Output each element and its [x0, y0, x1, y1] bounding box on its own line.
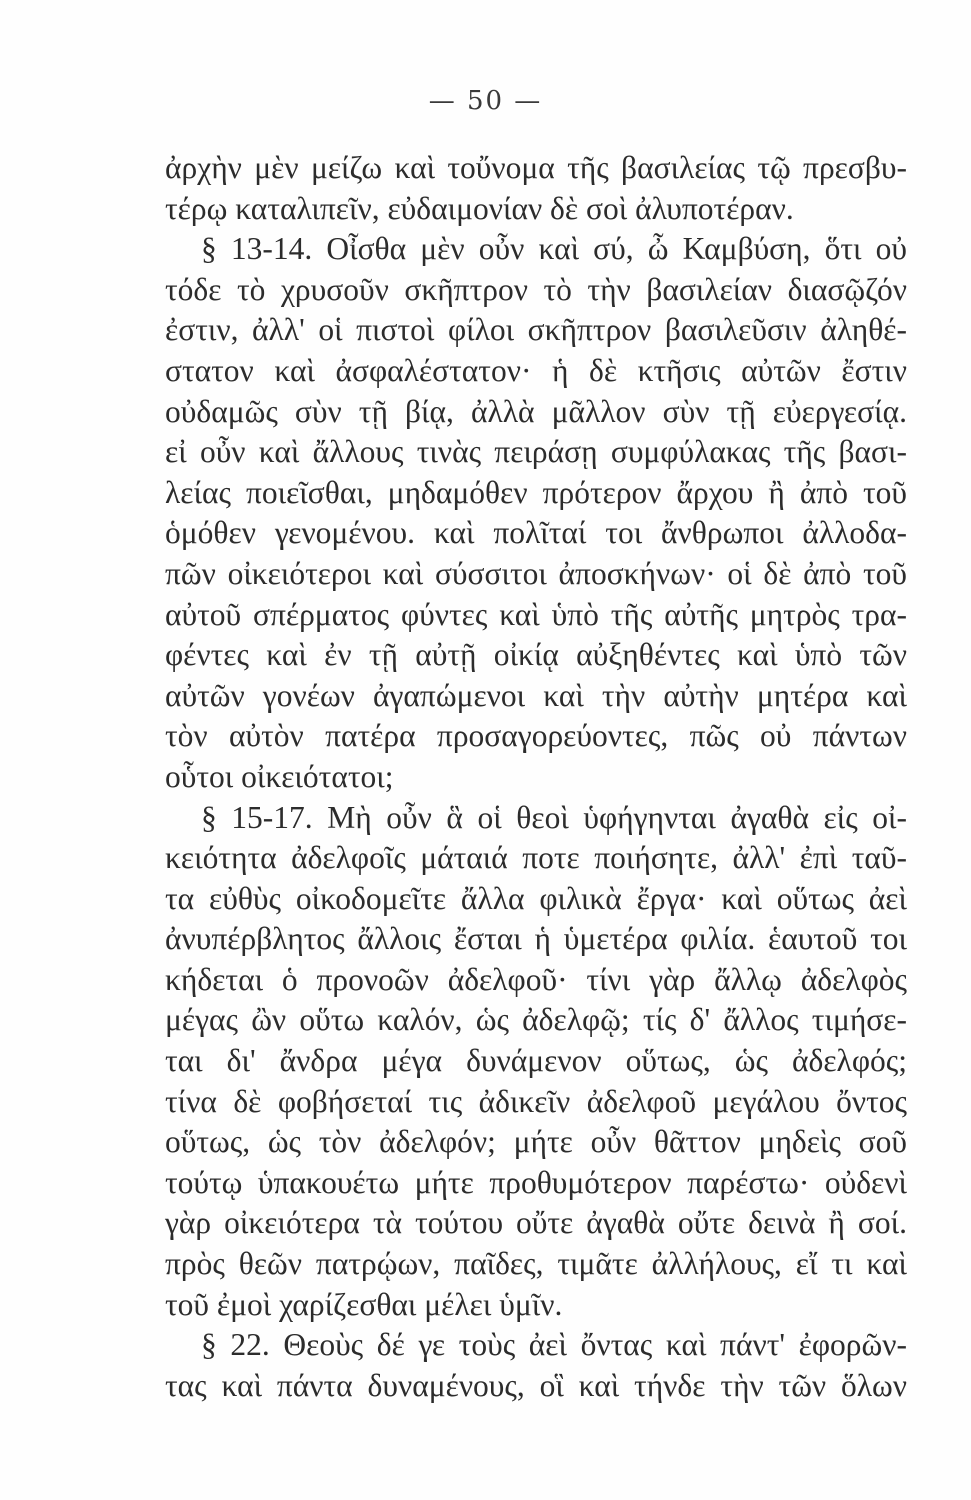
text-line: ἀνυπέρβλητος ἄλλοις ἔσται ἡ ὑμετέρα φιλία. ἑαυτοῦ τοι — [165, 921, 907, 957]
text-line: § 15-17. Μὴ οὖν ἃ οἱ θεοὶ ὑφήγηνται ἀγαθὰ εἰς οἰ- — [201, 799, 907, 835]
text-line: ὁμόθεν γενομένου. καὶ πολῖταί τοι ἄνθρωποι ἀλλοδα- — [165, 515, 907, 551]
text-line: τέρῳ καταλιπεῖν, εὐδαιμονίαν δὲ σοὶ ἀλυποτέραν. — [165, 190, 794, 226]
text-line: οὕτως, ὡς τὸν ἀδελφόν; μήτε οὖν θᾶττον μηδεὶς σοῦ — [165, 1124, 907, 1160]
text-line: τίνα δὲ φοβήσεταί τις ἀδικεῖν ἀδελφοῦ μεγάλου ὄντος — [165, 1083, 907, 1119]
text-line: κήδεται ὁ προνοῶν ἀδελφοῦ· τίνι γὰρ ἄλλῳ ἀδελφὸς — [165, 961, 907, 997]
text-line: πρὸς θεῶν πατρῴων, παῖδες, τιμᾶτε ἀλλήλους, εἴ τι καὶ — [165, 1246, 907, 1282]
text-line: στατον καὶ ἀσφαλέστατον· ἡ δὲ κτῆσις αὐτῶν ἔστιν — [165, 352, 907, 388]
text-line: φέντες καὶ ἐν τῇ αὐτῇ οἰκίᾳ αὐξηθέντες καὶ ὑπὸ τῶν — [165, 637, 907, 673]
text-line: τα εὐθὺς οἰκοδομεῖτε ἄλλα φιλικὰ ἔργα· καὶ οὕτως ἀεὶ — [165, 880, 907, 916]
text-line: τόδε τὸ χρυσοῦν σκῆπτρον τὸ τὴν βασιλείαν διασῷζόν — [165, 271, 907, 307]
text-line: λείας ποιεῖσθαι, μηδαμόθεν πρότερον ἄρχου ἢ ἀπὸ τοῦ — [165, 474, 907, 510]
text-line: οὐδαμῶς σὺν τῇ βίᾳ, ἀλλὰ μᾶλλον σὺν τῇ εὐεργεσίᾳ. — [165, 393, 907, 429]
body-text — [165, 148, 907, 1406]
page-number: — 50 — — [428, 86, 543, 116]
text-line: αὐτῶν γονέων ἀγαπώμενοι καὶ τὴν αὐτὴν μητέρα καὶ — [165, 677, 907, 713]
text-line: πῶν οἰκειότεροι καὶ σύσσιτοι ἀποσκήνων· οἱ δὲ ἀπὸ τοῦ — [165, 555, 907, 591]
text-line: κειότητα ἀδελφοῖς μάταιά ποτε ποιήσητε, ἀλλ' ἐπὶ ταῦ- — [165, 840, 907, 876]
text-line: τούτῳ ὑπακουέτω μήτε προθυμότερον παρέστω· οὐδενὶ — [165, 1164, 907, 1200]
text-line: ἐστιν, ἀλλ' οἱ πιστοὶ φίλοι σκῆπτρον βασιλεῦσιν ἀληθέ- — [165, 312, 907, 348]
text-line: § 22. Θεοὺς δέ γε τοὺς ἀεὶ ὄντας καὶ πάντ' ἐφορῶν- — [201, 1327, 907, 1363]
text-line: τας καὶ πάντα δυναμένους, οἳ καὶ τήνδε τὴν τῶν ὅλων — [165, 1367, 907, 1403]
text-line: ται δι' ἄνδρα μέγα δυνάμενον οὕτως, ὡς ἀδελφός; — [165, 1043, 907, 1079]
text-line: τοῦ ἐμοὶ χαρίζεσθαι μέλει ὑμῖν. — [165, 1286, 563, 1322]
text-line: γὰρ οἰκειότερα τὰ τούτου οὔτε ἀγαθὰ οὔτε δεινὰ ἢ σοί. — [165, 1205, 907, 1241]
text-line: εἰ οὖν καὶ ἄλλους τινὰς πειράσῃ συμφύλακας τῆς βασι- — [165, 434, 907, 470]
text-line: αὐτοῦ σπέρματος φύντες καὶ ὑπὸ τῆς αὐτῆς μητρὸς τρα- — [165, 596, 907, 632]
text-line: τὸν αὐτὸν πατέρα προσαγορεύοντες, πῶς οὐ πάντων — [165, 718, 907, 754]
text-line: ἀρχὴν μὲν μείζω καὶ τοὔνομα τῆς βασιλείας τῷ πρεσβυ- — [165, 150, 907, 185]
text-line: § 13-14. Οἶσθα μὲν οὖν καὶ σύ, ὦ Καμβύση, ὅτι οὐ — [201, 231, 907, 267]
text-line: οὗτοι οἰκειότατοι; — [165, 758, 394, 794]
text-line: μέγας ὢν οὕτω καλόν, ὡς ἀδελφῷ; τίς δ' ἄλλος τιμήσε- — [165, 1002, 907, 1038]
